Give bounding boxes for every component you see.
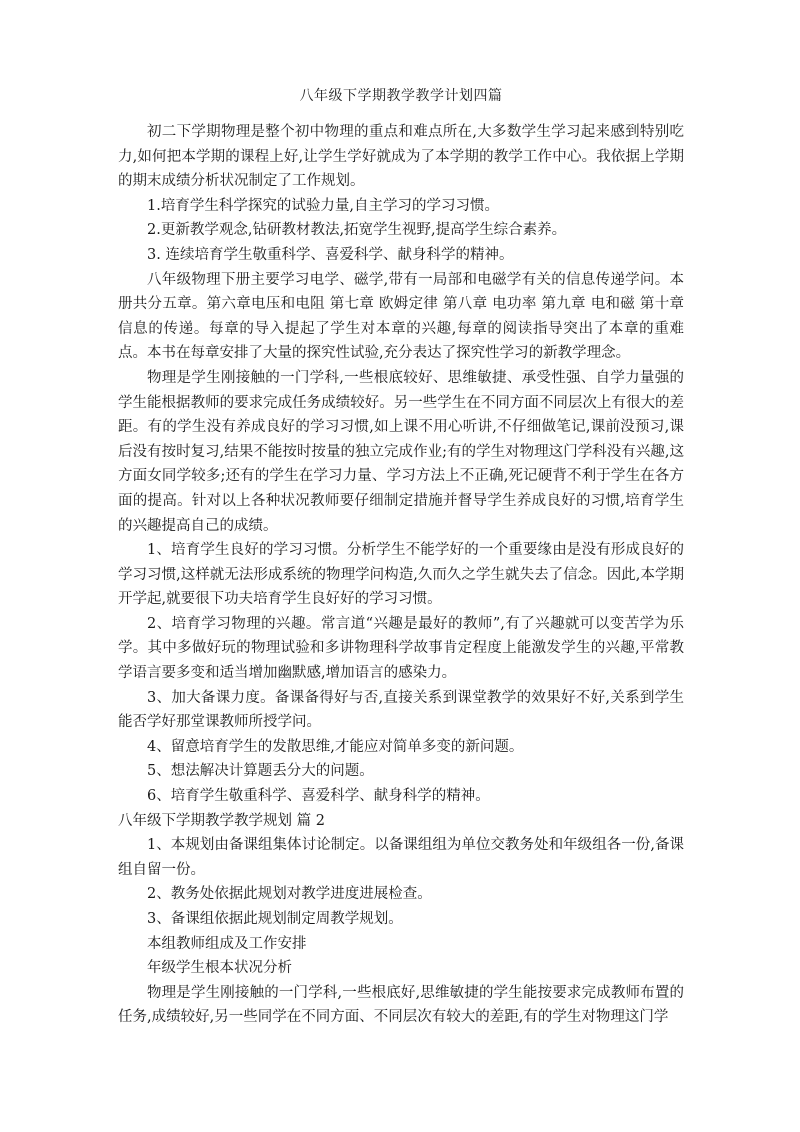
measure-item-6: 6、培育学生敬重科学、喜爱科学、献身科学的精神。 — [147, 788, 490, 805]
student-basic-paragraph: 物理是学生刚接触的一门学科,一些根底好,思维敏捷的学生能按要求完成教师布置的任务,成绩较好,另一些同学在不同方面、不同层次有较大的差距,有的学生对物理这门学 — [118, 984, 684, 1026]
measure-item-1: 1、培育学生良好的学习习惯。分析学生不能学好的一个重要缘由是没有形成良好的学习习惯,这样就无法形成系统的物理学问构造,久而久之学生就失去了信念。因此,本学期开学起,就要很下功夫培育学生良好好的学习习惯。 — [118, 542, 684, 608]
subheading-students: 年级学生根本状况分析 — [147, 960, 292, 977]
plan-item-2: 2、教务处依据此规划对教学进度进展检查。 — [147, 886, 432, 903]
intro-paragraph: 初二下学期物理是整个初中物理的重点和难点所在,大多数学生学习起来感到特别吃力,如何把本学期的课程上好,让学生学好就成为了本学期的教学工作中心。我依据上学期的期末成绩分析状况制定了工作规划。 — [118, 124, 684, 190]
measure-item-2: 2、培育学习物理的兴趣。常言道“兴趣是最好的教师”,有了兴趣就可以变苦学为乐学。其中多做好玩的物理试验和多讲物理科学故事肯定程度上能激发学生的兴趣,平常教学语言要多变和适当增加幽默感,增加语言的感染力。 — [118, 615, 684, 682]
section-heading-2: 八年级下学期教学教学规划 篇 2 — [118, 812, 325, 829]
measure-item-5: 5、想法解决计算题丢分大的问题。 — [147, 763, 374, 780]
measure-item-3: 3、加大备课力度。备课备得好与否,直接关系到课堂教学的效果好不好,关系到学生能否学好那堂课教师所授学问。 — [118, 689, 684, 731]
document-title: 八年级下学期教学教学计划四篇 — [299, 88, 503, 104]
goal-item-3: 3. 连续培育学生敬重科学、喜爱科学、献身科学的精神。 — [147, 246, 514, 263]
textbook-analysis-paragraph: 八年级物理下册主要学习电学、磁学,带有一局部和电磁学有关的信息传递学问。本册共分五章。第六章电压和电阻 第七章 欧姆定律 第八章 电功率 第九章 电和磁 第十章 信息的传递。每章的导入提起了学生对本章的兴趣,每章的阅读指导突出了本章的重难点。本书在每章安排了大量的探究性试验,充分表达了探究性学习的新教学理念。 — [118, 271, 684, 362]
goal-item-2: 2.更新教学观念,钻研教材教法,拓宽学生视野,提高学生综合素养。 — [147, 222, 567, 239]
student-analysis-paragraph: 物理是学生刚接触的一门学科,一些根底较好、思维敏捷、承受性强、自学力量强的学生能根据教师的要求完成任务成绩较好。另一些学生在不同方面不同层次上有很大的差距。有的学生没有养成良好的学习习惯,如上课不用心听讲,不仔细做笔记,课前没预习,课后没有按时复习,结果不能按时按量的独立完成作业;有的学生对物理这门学科没有兴趣,这方面女同学较多;还有的学生在学习力量、学习方法上不正确,死记硬背不利于学生在各方面的提高。针对以上各种状况教师要仔细制定措施并督导学生养成良好的习惯,培育学生的兴趣提高自己的成绩。 — [118, 369, 684, 534]
subheading-teachers: 本组教师组成及工作安排 — [147, 935, 307, 952]
document-page — [118, 86, 684, 1030]
goal-item-1: 1.培育学生科学探究的试验力量,自主学习的学习习惯。 — [147, 197, 499, 214]
measure-item-4: 4、留意培育学生的发散思维,才能应对简单多变的新问题。 — [147, 738, 524, 755]
plan-item-1: 1、本规划由备课组集体讨论制定。以备课组组为单位交教务处和年级组各一份,备课组自留一份。 — [118, 837, 684, 878]
plan-item-3: 3、备课组依据此规划制定周教学规划。 — [147, 911, 403, 927]
